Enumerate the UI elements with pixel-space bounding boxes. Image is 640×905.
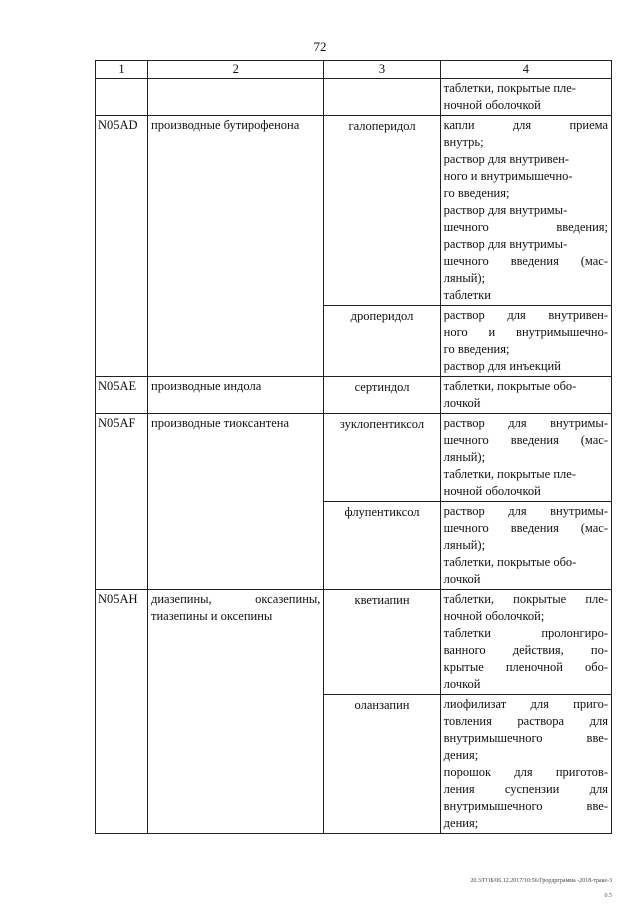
- dosage-form-line: раствор для внутримы-: [443, 416, 608, 430]
- dosage-forms-cell: [440, 695, 611, 834]
- dosage-form-line: лочкой: [443, 396, 481, 410]
- drug-name-cell: [324, 590, 440, 695]
- atc-code-cell: [96, 116, 148, 377]
- group-name-cell: [148, 377, 324, 414]
- drug-name: зуклопентиксол: [339, 417, 425, 431]
- atc-code: N05AH: [98, 592, 138, 606]
- drug-name-cell: [324, 306, 440, 377]
- group-name-cell: [148, 414, 324, 590]
- atc-code: N05AF: [98, 416, 136, 430]
- form-line: таблетки, покрытые пле-: [443, 81, 576, 95]
- footer-stamp: 20.3/ГОБ/06.12.2017/10:56/Грордрграмма -2018-траке-3: [470, 878, 612, 884]
- dosage-form-line: го введения;: [443, 342, 510, 356]
- dosage-forms-cell: [440, 116, 611, 306]
- dosage-form-line: ночной оболочкой: [443, 484, 541, 498]
- column-header-3: 3: [324, 61, 440, 79]
- group-name-line: производные индола: [151, 379, 262, 393]
- dosage-forms-cell: [440, 306, 611, 377]
- dosage-form-line: таблетки, покрытые обо-: [443, 379, 577, 393]
- page-number: 72: [313, 39, 327, 54]
- dosage-form-line: ляный);: [443, 538, 486, 552]
- dosage-form-line: внутримышечного вве-: [443, 731, 608, 745]
- forms-cell: [440, 79, 611, 116]
- atc-code: N05AE: [98, 379, 137, 393]
- dosage-forms-cell: [440, 590, 611, 695]
- dosage-form-line: шечного введения;: [443, 220, 608, 234]
- drug-name-cell: [324, 377, 440, 414]
- dosage-form-line: ляный);: [443, 450, 486, 464]
- dosage-form-line: лочкой: [443, 677, 481, 691]
- atc-code-cell: [96, 414, 148, 590]
- dosage-form-line: ного и внутримышечно-: [443, 325, 608, 339]
- dosage-form-line: таблетки, покрытые пле-: [443, 467, 576, 481]
- drug-name-cell: [324, 116, 440, 306]
- group-name-line: производные тиоксантена: [151, 416, 289, 430]
- code-cell: [96, 79, 148, 116]
- group-name-cell: [148, 590, 324, 834]
- column-header-2: 2: [148, 61, 324, 79]
- drug-name: кветиапин: [354, 593, 410, 607]
- dosage-form-line: раствор для внутримы-: [443, 237, 568, 251]
- dosage-form-line: ночной оболочкой;: [443, 609, 545, 623]
- dosage-form-line: раствор для внутривен-: [443, 308, 608, 322]
- drug-name: галоперидол: [348, 119, 416, 133]
- dosage-form-line: шечного введения (мас-: [443, 254, 608, 268]
- dosage-form-line: шечного введения (мас-: [443, 433, 608, 447]
- dosage-form-line: ляный);: [443, 271, 486, 285]
- group-name-cell: [148, 116, 324, 377]
- dosage-form-line: раствор для внутримы-: [443, 203, 568, 217]
- footer-edge-number: 0.5: [604, 893, 612, 899]
- dosage-form-line: капли для приема: [443, 118, 608, 132]
- dosage-form-line: шечного введения (мас-: [443, 521, 608, 535]
- atc-code-cell: [96, 590, 148, 834]
- dosage-form-line: внутримышечного вве-: [443, 799, 608, 813]
- dosage-forms-cell: [440, 502, 611, 590]
- group-name-line: тиазепины и оксепины: [151, 609, 273, 623]
- dosage-form-line: лиофилизат для приго-: [443, 697, 608, 711]
- dosage-form-line: таблетки, покрытые обо-: [443, 555, 577, 569]
- drug-name: дроперидол: [350, 309, 414, 323]
- dosage-form-line: порошок для приготов-: [443, 765, 608, 779]
- drug-name-cell: [324, 695, 440, 834]
- drug-cell: [324, 79, 440, 116]
- drug-name: оланзапин: [354, 698, 410, 712]
- drug-row: [96, 377, 612, 414]
- dosage-form-line: таблетки пролонгиро-: [443, 626, 608, 640]
- group-name-line: производные бутирофенона: [151, 118, 300, 132]
- header-row: [96, 61, 612, 79]
- dosage-forms-cell: [440, 414, 611, 502]
- column-header-1: 1: [96, 61, 148, 79]
- group-name-line: диазепины, оксазепины,: [151, 592, 321, 606]
- atc-code: N05AD: [98, 118, 138, 132]
- drug-row: [96, 414, 612, 502]
- drug-name: флупентиксол: [344, 505, 420, 519]
- dosage-form-line: ного и внутримышечно-: [443, 169, 573, 183]
- dosage-form-line: дения;: [443, 748, 479, 762]
- dosage-form-line: крытые пленочной обо-: [443, 660, 608, 674]
- drug-name-cell: [324, 502, 440, 590]
- drug-row: [96, 590, 612, 695]
- dosage-form-line: ления суспензии для: [443, 782, 608, 796]
- table-body: [96, 61, 612, 834]
- dosage-form-line: внутрь;: [443, 135, 484, 149]
- dosage-form-line: раствор для инъекций: [443, 359, 561, 373]
- dosage-form-line: раствор для внутримы-: [443, 504, 608, 518]
- medication-table: [95, 60, 612, 834]
- dosage-form-line: таблетки, покрытые пле-: [443, 592, 608, 606]
- dosage-form-line: го введения;: [443, 186, 510, 200]
- column-header-4: 4: [440, 61, 611, 79]
- drug-name-cell: [324, 414, 440, 502]
- group-cell: [148, 79, 324, 116]
- dosage-forms-cell: [440, 377, 611, 414]
- continuation-row: [96, 79, 612, 116]
- dosage-form-line: таблетки: [443, 288, 491, 302]
- dosage-form-line: лочкой: [443, 572, 481, 586]
- drug-name: сертиндол: [354, 380, 410, 394]
- dosage-form-line: ванного действия, по-: [443, 643, 608, 657]
- atc-code-cell: [96, 377, 148, 414]
- form-line: ночной оболочкой: [443, 98, 541, 112]
- dosage-form-line: дения;: [443, 816, 479, 830]
- drug-row: [96, 116, 612, 306]
- dosage-form-line: товления раствора для: [443, 714, 608, 728]
- dosage-form-line: раствор для внутривен-: [443, 152, 570, 166]
